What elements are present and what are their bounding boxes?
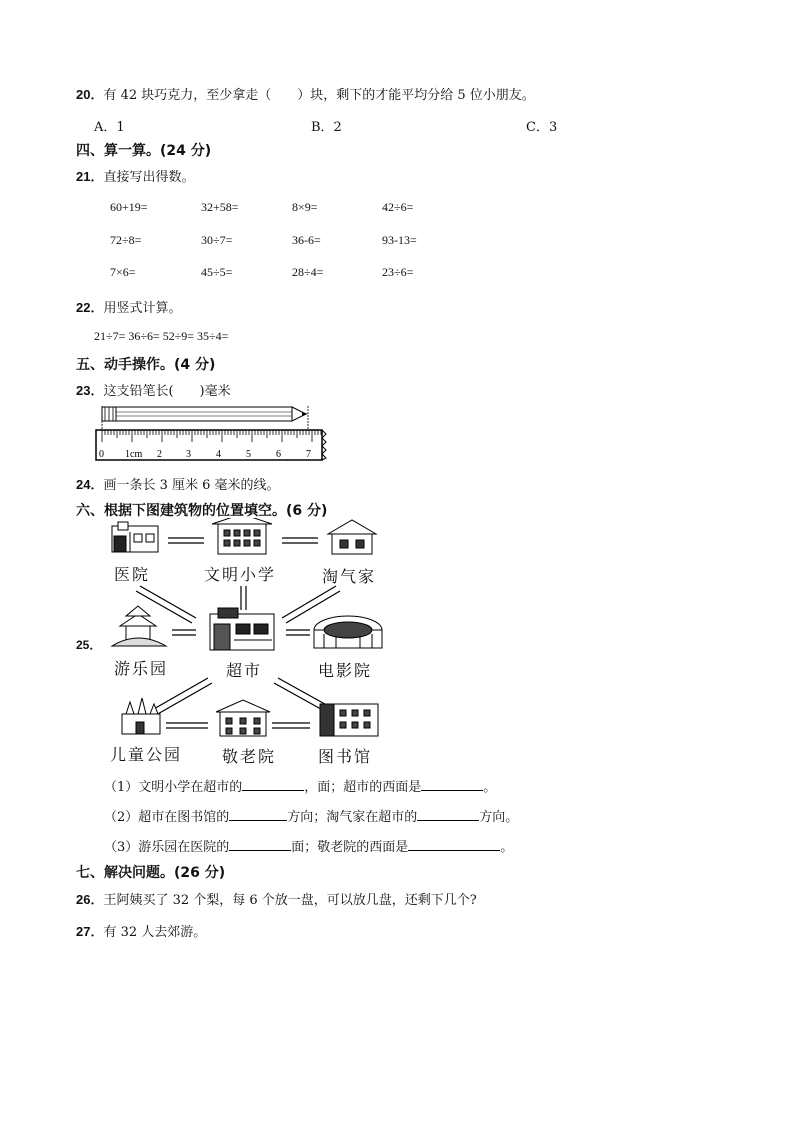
calc-item: 7×6= — [110, 265, 136, 279]
sub1-text-c: 。 — [483, 780, 497, 795]
question-number: 20． — [76, 87, 104, 102]
calc-item: 42÷6= — [382, 200, 414, 214]
question-22 — [76, 297, 181, 316]
option-b: B．2 — [311, 120, 342, 135]
calc-item: 23÷6= — [382, 265, 414, 279]
ruler-label: 0 — [99, 449, 104, 460]
sub2-text-b: 方向；淘气家在超市的 — [287, 810, 418, 825]
calc-item: 93-13= — [382, 233, 417, 247]
question-text: 这支铅笔长( )毫米 — [103, 384, 231, 399]
option-a: A．1 — [94, 120, 125, 135]
library-icon — [320, 704, 378, 736]
label-school: 文明小学 — [204, 565, 277, 584]
answer-blank[interactable] — [229, 807, 287, 821]
stadium-icon — [314, 616, 382, 648]
supermarket-icon — [210, 608, 274, 650]
ruler-label: 4 — [216, 449, 221, 460]
sub2-text-c: 方向。 — [479, 810, 519, 825]
school-icon — [212, 518, 272, 554]
question-21 — [76, 166, 194, 185]
pencil-ruler-figure — [94, 404, 334, 464]
pavilion-icon — [112, 606, 166, 646]
question-text: 用竖式计算。 — [103, 301, 182, 316]
calc-item: 30÷7= — [201, 233, 233, 247]
section-5-title: 五、动手操作。(4 分) — [76, 357, 216, 373]
question-number: 24． — [76, 477, 104, 492]
question-26 — [76, 889, 477, 908]
section-6-title: 六、根据下图建筑物的位置填空。(6 分) — [76, 503, 328, 519]
hospital-icon — [112, 522, 158, 552]
ruler-label: 2 — [157, 449, 162, 460]
house-icon — [328, 520, 376, 554]
answer-blank[interactable] — [229, 837, 291, 851]
sub1-text-a: （1）文明小学在超市的 — [104, 780, 243, 795]
question-number: 22． — [76, 300, 104, 315]
label-amusement-park: 游乐园 — [114, 659, 169, 678]
calc-item: 72÷8= — [110, 233, 142, 247]
label-kids-park: 儿童公园 — [110, 745, 183, 764]
calc-item: 28÷4= — [292, 265, 324, 279]
sub3-text-c: 。 — [500, 840, 514, 855]
answer-blank[interactable] — [408, 837, 500, 851]
answer-blank[interactable] — [242, 777, 304, 791]
q25-sub3 — [104, 836, 513, 855]
ruler-label: 3 — [186, 449, 191, 460]
ruler-label: 1cm — [125, 449, 143, 460]
label-hospital: 医院 — [114, 565, 151, 584]
label-supermarket: 超市 — [226, 661, 263, 680]
question-number: 23． — [76, 383, 104, 398]
q25-sub1 — [104, 776, 496, 795]
calc-item: 60+19= — [110, 200, 148, 214]
answer-blank[interactable] — [417, 807, 479, 821]
section-4-title: 四、算一算。(24 分) — [76, 143, 212, 159]
calc-item: 32+58= — [201, 200, 239, 214]
sub3-text-a: （3）游乐园在医院的 — [104, 840, 230, 855]
question-27 — [76, 921, 206, 940]
question-20 — [76, 84, 535, 103]
label-library: 图书馆 — [318, 747, 373, 766]
question-text: 王阿姨买了 32 个梨，每 6 个放一盘，可以放几盘，还剩下几个? — [103, 893, 477, 908]
answer-blank[interactable] — [421, 777, 483, 791]
sub3-text-b: 面；敬老院的西面是 — [291, 840, 409, 855]
question-text: 有 42 块巧克力，至少拿走（ ）块，剩下的才能平均分给 5 位小朋友。 — [103, 88, 535, 103]
sub1-text-b: ，面；超市的西面是 — [304, 780, 422, 795]
castle-icon — [122, 698, 160, 734]
option-c: C．3 — [526, 120, 558, 135]
question-text: 画一条长 3 厘米 6 毫米的线。 — [103, 478, 280, 493]
question-number: 27． — [76, 924, 104, 939]
building-icon — [216, 700, 270, 736]
pencil-icon — [102, 407, 308, 421]
question-number: 21． — [76, 169, 104, 184]
calc-item: 8×9= — [292, 200, 318, 214]
ruler-label: 5 — [246, 449, 251, 460]
question-text: 直接写出得数。 — [103, 170, 195, 185]
ruler-label: 7 — [306, 449, 311, 460]
question-23 — [76, 380, 231, 399]
label-taoqi-home: 淘气家 — [322, 567, 377, 586]
question-24 — [76, 474, 280, 493]
q25-sub2 — [104, 806, 518, 825]
question-25-number: 25． — [76, 638, 102, 652]
sub2-text-a: （2）超市在图书馆的 — [104, 810, 230, 825]
label-elderly-home: 敬老院 — [222, 747, 277, 766]
ruler-label: 6 — [276, 449, 281, 460]
building-map — [100, 518, 400, 770]
question-number: 26． — [76, 892, 104, 907]
section-7-title: 七、解决问题。(26 分) — [76, 865, 226, 881]
calc-item: 45÷5= — [201, 265, 233, 279]
calc-item: 36-6= — [292, 233, 321, 247]
question-text: 有 32 人去郊游。 — [103, 925, 207, 940]
vertical-calc-line: 21÷7= 36÷6= 52÷9= 35÷4= — [94, 329, 229, 343]
label-cinema: 电影院 — [318, 661, 373, 680]
